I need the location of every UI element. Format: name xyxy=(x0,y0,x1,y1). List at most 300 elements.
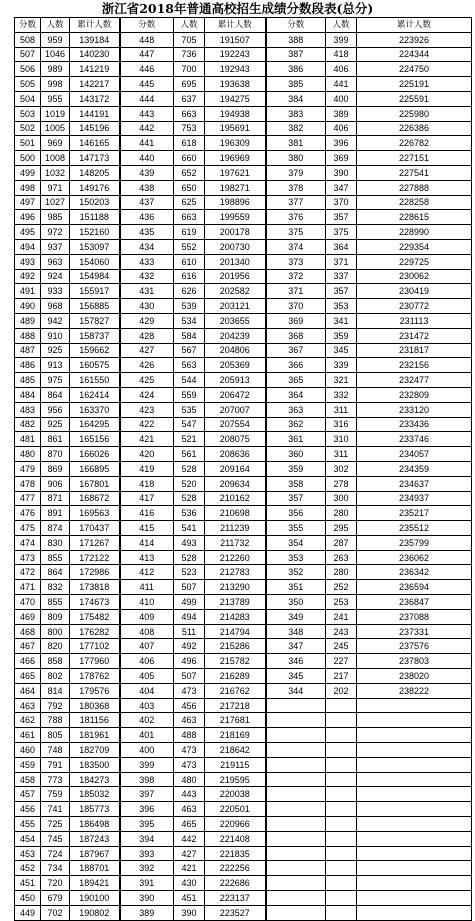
count-cell: 906 xyxy=(41,476,70,491)
cumulative-cell: 172122 xyxy=(70,550,120,565)
score-cell: 368 xyxy=(266,328,326,343)
score-cell: 428 xyxy=(120,328,174,343)
cumulative-cell: 211732 xyxy=(205,535,266,550)
score-cell: 376 xyxy=(266,210,326,225)
score-cell: 456 xyxy=(15,802,41,817)
cumulative-cell: 170437 xyxy=(70,521,120,536)
score-cell: 462 xyxy=(15,713,41,728)
cumulative-cell: 149176 xyxy=(70,180,120,195)
cumulative-cell: 216289 xyxy=(205,669,266,684)
score-cell: 379 xyxy=(266,165,326,180)
cumulative-cell: 173818 xyxy=(70,580,120,595)
score-cell: 478 xyxy=(15,476,41,491)
count-cell xyxy=(326,817,357,832)
cumulative-cell: 204239 xyxy=(205,328,266,343)
score-distribution-table xyxy=(14,17,472,921)
score-cell: 399 xyxy=(120,757,174,772)
table-row xyxy=(15,595,472,610)
cumulative-cell: 234057 xyxy=(357,447,472,462)
count-cell: 998 xyxy=(41,77,70,92)
cumulative-cell: 217218 xyxy=(205,698,266,713)
score-cell xyxy=(266,787,326,802)
count-cell: 243 xyxy=(326,624,357,639)
cumulative-cell: 227151 xyxy=(357,151,472,166)
table-row xyxy=(15,787,472,802)
count-cell: 925 xyxy=(41,343,70,358)
cumulative-cell: 233436 xyxy=(357,417,472,432)
score-cell xyxy=(266,772,326,787)
cumulative-cell: 224750 xyxy=(357,62,472,77)
count-cell: 788 xyxy=(41,713,70,728)
cumulative-cell: 152160 xyxy=(70,225,120,240)
count-cell: 295 xyxy=(326,521,357,536)
count-cell: 660 xyxy=(174,151,205,166)
count-cell: 792 xyxy=(41,698,70,713)
cumulative-cell: 144191 xyxy=(70,106,120,121)
cumulative-cell: 225591 xyxy=(357,91,472,106)
table-row xyxy=(15,521,472,536)
count-cell: 720 xyxy=(41,876,70,891)
score-cell: 392 xyxy=(120,861,174,876)
count-cell: 456 xyxy=(174,698,205,713)
count-cell: 773 xyxy=(41,772,70,787)
cumulative-cell: 232156 xyxy=(357,358,472,373)
score-cell: 451 xyxy=(15,876,41,891)
cumulative-cell xyxy=(357,713,472,728)
count-cell: 280 xyxy=(326,565,357,580)
score-cell: 370 xyxy=(266,299,326,314)
cumulative-cell: 197621 xyxy=(205,165,266,180)
count-cell xyxy=(326,757,357,772)
score-cell: 400 xyxy=(120,743,174,758)
cumulative-cell: 238222 xyxy=(357,683,472,698)
count-cell: 925 xyxy=(41,417,70,432)
cumulative-cell: 187967 xyxy=(70,846,120,861)
table-row xyxy=(15,461,472,476)
cumulative-cell xyxy=(357,846,472,861)
column-header: 累计人数 xyxy=(205,18,266,33)
count-cell: 227 xyxy=(326,654,357,669)
cumulative-cell: 207554 xyxy=(205,417,266,432)
cumulative-cell: 186498 xyxy=(70,817,120,832)
count-cell: 855 xyxy=(41,550,70,565)
cumulative-cell: 230062 xyxy=(357,269,472,284)
count-cell: 567 xyxy=(174,343,205,358)
cumulative-cell xyxy=(357,831,472,846)
count-cell: 300 xyxy=(326,491,357,506)
score-cell: 375 xyxy=(266,225,326,240)
count-cell: 390 xyxy=(174,905,205,920)
table-row xyxy=(15,447,472,462)
count-cell: 337 xyxy=(326,269,357,284)
score-cell: 356 xyxy=(266,506,326,521)
cumulative-cell: 209634 xyxy=(205,476,266,491)
table-row xyxy=(15,254,472,269)
score-cell: 361 xyxy=(266,432,326,447)
score-cell: 473 xyxy=(15,550,41,565)
cumulative-cell: 181156 xyxy=(70,713,120,728)
count-cell: 864 xyxy=(41,387,70,402)
table-row xyxy=(15,491,472,506)
cumulative-cell: 196969 xyxy=(205,151,266,166)
score-cell xyxy=(266,861,326,876)
cumulative-cell: 202582 xyxy=(205,284,266,299)
cumulative-cell: 234359 xyxy=(357,461,472,476)
score-cell xyxy=(266,846,326,861)
count-cell: 663 xyxy=(174,210,205,225)
cumulative-cell: 233120 xyxy=(357,402,472,417)
score-cell: 411 xyxy=(120,580,174,595)
cumulative-cell: 168672 xyxy=(70,491,120,506)
count-cell: 869 xyxy=(41,461,70,476)
count-cell: 494 xyxy=(174,609,205,624)
cumulative-cell: 234937 xyxy=(357,491,472,506)
score-cell: 494 xyxy=(15,239,41,254)
table-row xyxy=(15,669,472,684)
score-cell: 389 xyxy=(120,905,174,920)
count-cell: 972 xyxy=(41,225,70,240)
cumulative-cell: 172986 xyxy=(70,565,120,580)
score-cell: 472 xyxy=(15,565,41,580)
table-row xyxy=(15,106,472,121)
table-row xyxy=(15,165,472,180)
cumulative-cell: 226386 xyxy=(357,121,472,136)
score-cell: 474 xyxy=(15,535,41,550)
count-cell: 652 xyxy=(174,165,205,180)
table-row xyxy=(15,62,472,77)
count-cell: 759 xyxy=(41,787,70,802)
cumulative-cell: 180368 xyxy=(70,698,120,713)
count-cell: 528 xyxy=(174,550,205,565)
count-cell: 745 xyxy=(41,831,70,846)
cumulative-cell: 156885 xyxy=(70,299,120,314)
count-cell xyxy=(326,802,357,817)
score-cell: 387 xyxy=(266,47,326,62)
header-row xyxy=(15,18,472,33)
cumulative-cell: 228615 xyxy=(357,210,472,225)
count-cell xyxy=(326,728,357,743)
cumulative-cell: 237331 xyxy=(357,624,472,639)
score-cell: 445 xyxy=(120,77,174,92)
score-cell: 394 xyxy=(120,831,174,846)
cumulative-cell: 232477 xyxy=(357,373,472,388)
count-cell: 341 xyxy=(326,313,357,328)
table-row xyxy=(15,343,472,358)
score-cell: 447 xyxy=(120,47,174,62)
count-cell xyxy=(326,846,357,861)
cumulative-cell: 235512 xyxy=(357,521,472,536)
score-cell: 501 xyxy=(15,136,41,151)
count-cell xyxy=(326,891,357,906)
score-cell: 352 xyxy=(266,565,326,580)
cumulative-cell: 225980 xyxy=(357,106,472,121)
score-cell: 414 xyxy=(120,535,174,550)
count-cell: 1046 xyxy=(41,47,70,62)
score-cell: 440 xyxy=(120,151,174,166)
count-cell: 241 xyxy=(326,609,357,624)
count-cell: 1008 xyxy=(41,151,70,166)
cumulative-cell: 208075 xyxy=(205,432,266,447)
cumulative-cell: 221408 xyxy=(205,831,266,846)
score-cell xyxy=(266,728,326,743)
count-cell: 705 xyxy=(174,32,205,47)
cumulative-cell: 198896 xyxy=(205,195,266,210)
count-cell: 287 xyxy=(326,535,357,550)
cumulative-cell: 163370 xyxy=(70,402,120,417)
count-cell: 311 xyxy=(326,447,357,462)
cumulative-cell: 185773 xyxy=(70,802,120,817)
count-cell: 421 xyxy=(174,861,205,876)
score-cell: 454 xyxy=(15,831,41,846)
column-header: 人数 xyxy=(41,18,70,33)
score-cell: 371 xyxy=(266,284,326,299)
score-cell xyxy=(266,831,326,846)
count-cell: 791 xyxy=(41,757,70,772)
count-cell: 820 xyxy=(41,639,70,654)
count-cell: 507 xyxy=(174,669,205,684)
count-cell: 937 xyxy=(41,239,70,254)
score-cell: 466 xyxy=(15,654,41,669)
cumulative-cell: 194275 xyxy=(205,91,266,106)
count-cell: 492 xyxy=(174,639,205,654)
cumulative-cell: 223527 xyxy=(205,905,266,920)
score-cell: 413 xyxy=(120,550,174,565)
cumulative-cell: 205913 xyxy=(205,373,266,388)
count-cell: 544 xyxy=(174,373,205,388)
score-cell: 485 xyxy=(15,373,41,388)
table-row xyxy=(15,239,472,254)
cumulative-cell: 190802 xyxy=(70,905,120,920)
count-cell: 406 xyxy=(326,62,357,77)
score-cell: 403 xyxy=(120,698,174,713)
cumulative-cell: 154060 xyxy=(70,254,120,269)
table-row xyxy=(15,743,472,758)
cumulative-cell: 194938 xyxy=(205,106,266,121)
score-cell: 401 xyxy=(120,728,174,743)
count-cell: 910 xyxy=(41,328,70,343)
count-cell xyxy=(326,698,357,713)
count-cell: 316 xyxy=(326,417,357,432)
score-cell: 486 xyxy=(15,358,41,373)
table-row xyxy=(15,136,472,151)
count-cell: 1032 xyxy=(41,165,70,180)
count-cell: 625 xyxy=(174,195,205,210)
count-cell: 463 xyxy=(174,713,205,728)
cumulative-cell: 183500 xyxy=(70,757,120,772)
table-row xyxy=(15,683,472,698)
score-cell: 410 xyxy=(120,595,174,610)
count-cell: 679 xyxy=(41,891,70,906)
score-cell: 465 xyxy=(15,669,41,684)
cumulative-cell: 223926 xyxy=(357,32,472,47)
score-cell: 421 xyxy=(120,432,174,447)
table-row xyxy=(15,210,472,225)
score-cell: 367 xyxy=(266,343,326,358)
score-cell: 453 xyxy=(15,846,41,861)
table-row xyxy=(15,195,472,210)
score-cell: 457 xyxy=(15,787,41,802)
table-row xyxy=(15,654,472,669)
table-row xyxy=(15,550,472,565)
cumulative-cell: 143172 xyxy=(70,91,120,106)
score-cell: 455 xyxy=(15,817,41,832)
cumulative-cell: 218642 xyxy=(205,743,266,758)
score-cell: 452 xyxy=(15,861,41,876)
score-cell: 446 xyxy=(120,62,174,77)
table-row xyxy=(15,476,472,491)
cumulative-cell: 165156 xyxy=(70,432,120,447)
table-row xyxy=(15,47,472,62)
count-cell: 1027 xyxy=(41,195,70,210)
score-cell: 355 xyxy=(266,521,326,536)
count-cell: 858 xyxy=(41,654,70,669)
cumulative-cell: 216762 xyxy=(205,683,266,698)
score-cell: 476 xyxy=(15,506,41,521)
count-cell: 539 xyxy=(174,299,205,314)
cumulative-cell: 227888 xyxy=(357,180,472,195)
score-cell: 344 xyxy=(266,683,326,698)
score-cell: 427 xyxy=(120,343,174,358)
column-header: 累计人数 xyxy=(70,18,120,33)
count-cell: 359 xyxy=(326,328,357,343)
cumulative-cell: 233746 xyxy=(357,432,472,447)
table-row xyxy=(15,639,472,654)
score-cell xyxy=(266,757,326,772)
cumulative-cell xyxy=(357,802,472,817)
score-cell: 378 xyxy=(266,180,326,195)
cumulative-cell: 213789 xyxy=(205,595,266,610)
score-cell: 503 xyxy=(15,106,41,121)
cumulative-cell: 196309 xyxy=(205,136,266,151)
cumulative-cell: 211239 xyxy=(205,521,266,536)
score-cell: 372 xyxy=(266,269,326,284)
count-cell: 748 xyxy=(41,743,70,758)
score-cell: 477 xyxy=(15,491,41,506)
count-cell: 364 xyxy=(326,239,357,254)
score-cell: 424 xyxy=(120,387,174,402)
cumulative-cell: 182709 xyxy=(70,743,120,758)
score-cell: 386 xyxy=(266,62,326,77)
count-cell: 913 xyxy=(41,358,70,373)
score-cell: 383 xyxy=(266,106,326,121)
cumulative-cell: 214794 xyxy=(205,624,266,639)
count-cell: 488 xyxy=(174,728,205,743)
cumulative-cell: 161550 xyxy=(70,373,120,388)
cumulative-cell: 147173 xyxy=(70,151,120,166)
count-cell: 663 xyxy=(174,106,205,121)
score-cell: 419 xyxy=(120,461,174,476)
count-cell: 523 xyxy=(174,565,205,580)
score-cell: 382 xyxy=(266,121,326,136)
score-cell: 381 xyxy=(266,136,326,151)
count-cell: 535 xyxy=(174,402,205,417)
count-cell: 442 xyxy=(174,831,205,846)
count-cell: 507 xyxy=(174,580,205,595)
score-cell: 415 xyxy=(120,521,174,536)
score-cell: 442 xyxy=(120,121,174,136)
score-cell: 438 xyxy=(120,180,174,195)
cumulative-cell: 184273 xyxy=(70,772,120,787)
cumulative-cell: 222686 xyxy=(205,876,266,891)
count-cell: 650 xyxy=(174,180,205,195)
table-row xyxy=(15,180,472,195)
count-cell: 561 xyxy=(174,447,205,462)
column-header: 分数 xyxy=(15,18,41,33)
count-cell: 451 xyxy=(174,891,205,906)
score-cell: 480 xyxy=(15,447,41,462)
cumulative-cell xyxy=(357,787,472,802)
score-cell: 402 xyxy=(120,713,174,728)
score-cell: 441 xyxy=(120,136,174,151)
score-cell: 422 xyxy=(120,417,174,432)
cumulative-cell: 140230 xyxy=(70,47,120,62)
score-cell: 479 xyxy=(15,461,41,476)
score-cell: 385 xyxy=(266,77,326,92)
page-title: 浙江省2018年普通高校招生成绩分数段表(总分) xyxy=(101,1,374,16)
count-cell: 528 xyxy=(174,491,205,506)
score-cell: 426 xyxy=(120,358,174,373)
score-cell: 349 xyxy=(266,609,326,624)
count-cell xyxy=(326,787,357,802)
count-cell: 832 xyxy=(41,580,70,595)
score-cell: 359 xyxy=(266,461,326,476)
table-row xyxy=(15,698,472,713)
table-row xyxy=(15,432,472,447)
count-cell: 443 xyxy=(174,787,205,802)
table-row xyxy=(15,905,472,920)
cumulative-cell: 164295 xyxy=(70,417,120,432)
count-cell: 499 xyxy=(174,595,205,610)
cumulative-cell: 235799 xyxy=(357,535,472,550)
score-cell: 448 xyxy=(120,32,174,47)
count-cell: 618 xyxy=(174,136,205,151)
cumulative-cell: 175482 xyxy=(70,609,120,624)
table-row xyxy=(15,861,472,876)
count-cell xyxy=(326,861,357,876)
count-cell: 616 xyxy=(174,269,205,284)
cumulative-cell: 207007 xyxy=(205,402,266,417)
cumulative-cell: 215286 xyxy=(205,639,266,654)
score-cell xyxy=(266,802,326,817)
score-cell: 350 xyxy=(266,595,326,610)
count-cell: 584 xyxy=(174,328,205,343)
score-cell: 471 xyxy=(15,580,41,595)
count-cell: 473 xyxy=(174,757,205,772)
table-row xyxy=(15,328,472,343)
cumulative-cell: 229725 xyxy=(357,254,472,269)
count-cell: 534 xyxy=(174,313,205,328)
cumulative-cell: 231817 xyxy=(357,343,472,358)
cumulative-cell: 222256 xyxy=(205,861,266,876)
cumulative-cell: 179576 xyxy=(70,683,120,698)
score-cell: 354 xyxy=(266,535,326,550)
cumulative-cell: 220038 xyxy=(205,787,266,802)
score-cell: 364 xyxy=(266,387,326,402)
cumulative-cell: 167801 xyxy=(70,476,120,491)
column-header: 累计人数 xyxy=(357,18,472,33)
cumulative-cell: 221835 xyxy=(205,846,266,861)
table-row xyxy=(15,580,472,595)
cumulative-cell: 155917 xyxy=(70,284,120,299)
cumulative-cell: 141219 xyxy=(70,62,120,77)
cumulative-cell: 231113 xyxy=(357,313,472,328)
score-cell: 502 xyxy=(15,121,41,136)
score-cell: 506 xyxy=(15,62,41,77)
cumulative-cell: 235217 xyxy=(357,506,472,521)
count-cell: 989 xyxy=(41,62,70,77)
cumulative-cell xyxy=(357,891,472,906)
count-cell: 473 xyxy=(174,683,205,698)
